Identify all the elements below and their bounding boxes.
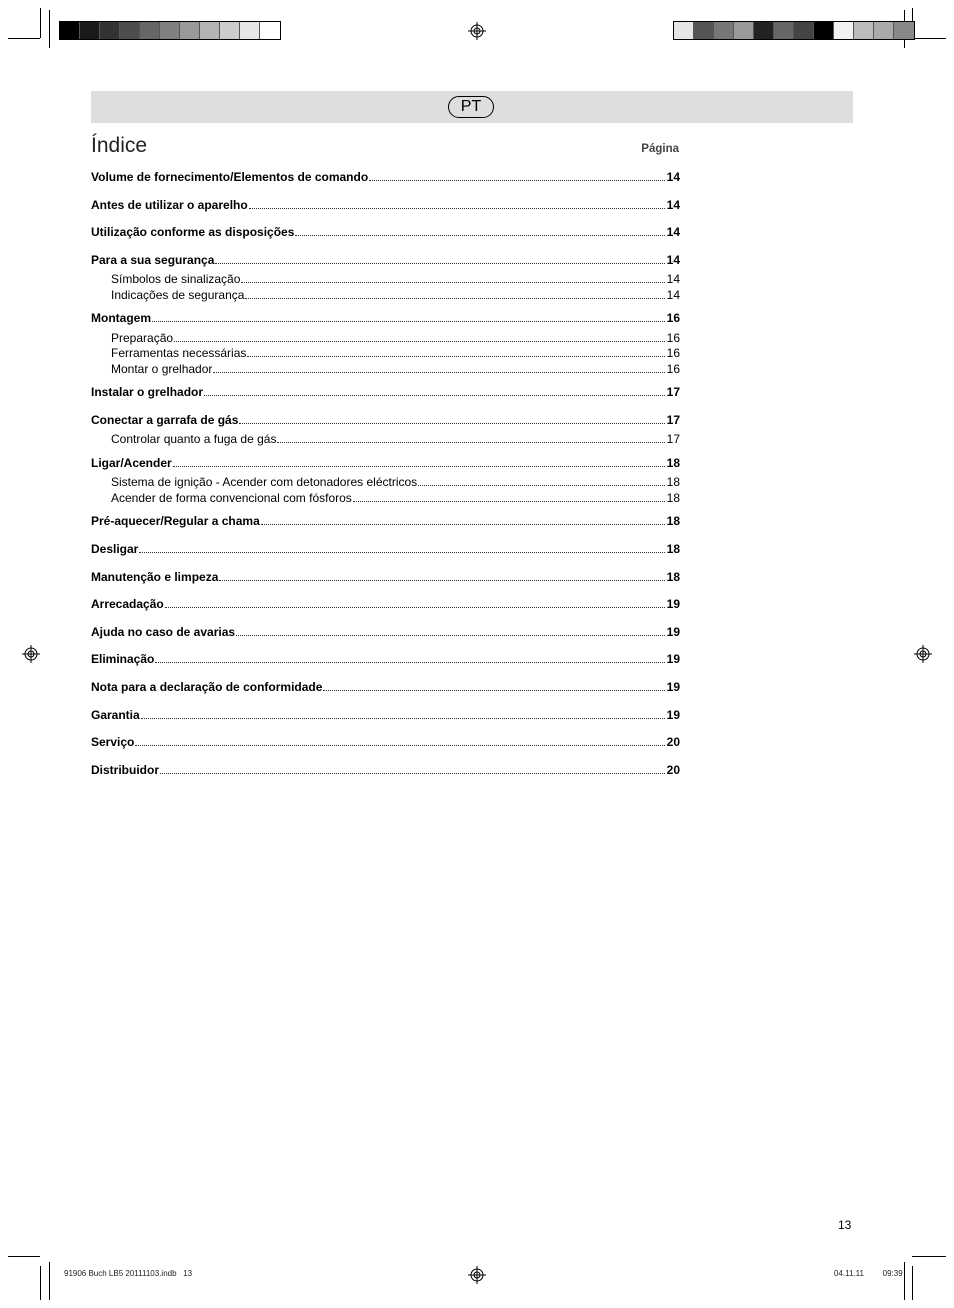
- crop-mark: [40, 1266, 41, 1300]
- toc-entry-label: Preparação: [111, 330, 174, 345]
- dot-leader: [277, 432, 664, 443]
- toc-entry-label: Volume de fornecimento/Elementos de comando: [91, 170, 369, 184]
- toc-entry-page: 17: [666, 412, 680, 427]
- toc-entry: [91, 735, 680, 749]
- toc-entry-label: Eliminação: [91, 652, 155, 667]
- toc-entry: [91, 456, 680, 470]
- toc-entry-label: Utilização conforme as disposições: [91, 225, 295, 240]
- dot-leader: [239, 413, 664, 424]
- color-swatch: [120, 22, 140, 39]
- toc-entry-page: 16: [666, 346, 680, 361]
- dot-leader: [369, 170, 664, 181]
- dot-leader: [215, 253, 664, 264]
- dot-leader: [165, 597, 665, 608]
- toc-entry: [91, 625, 680, 639]
- toc-entry-label: Pré-aquecer/Regular a chama: [91, 514, 260, 529]
- toc-entry: [91, 170, 680, 184]
- toc-subentry: [91, 491, 680, 505]
- color-swatch: [874, 22, 894, 39]
- dot-leader: [241, 272, 664, 283]
- toc-entry-page: 19: [666, 680, 680, 694]
- toc-entry-label: Símbolos de sinalização: [111, 272, 241, 287]
- toc-entry-label: Ferramentas necessárias: [111, 346, 247, 361]
- toc-entry-page: 16: [666, 361, 680, 376]
- toc-entry-page: 19: [666, 597, 680, 612]
- dot-leader: [245, 288, 664, 299]
- dot-leader: [219, 570, 664, 581]
- toc-entry-page: 14: [666, 272, 680, 287]
- color-swatch: [734, 22, 754, 39]
- color-swatch: [714, 22, 734, 39]
- toc-entry-page: 18: [666, 455, 680, 470]
- toc-entry-label: Garantia: [91, 707, 140, 722]
- toc-subentry: [91, 475, 680, 489]
- toc-entry: [91, 225, 680, 239]
- crop-mark: [49, 1262, 50, 1300]
- color-swatch: [694, 22, 714, 39]
- toc-entry-label: Sistema de ignição - Acender com detonadores eléctricos: [111, 475, 418, 490]
- toc-entry-label: Antes de utilizar o aparelho: [91, 197, 248, 212]
- toc-entry: [91, 514, 680, 528]
- toc-subentry: [91, 272, 680, 286]
- registration-mark-icon: [914, 645, 932, 663]
- page-number: 13: [838, 1218, 852, 1232]
- toc-entry-label: Acender de forma convencional com fósforos: [111, 490, 352, 505]
- dot-leader: [353, 491, 665, 502]
- page-title: Índice: [91, 134, 148, 157]
- print-slug-datetime: 04.11.11 09:39: [834, 1269, 903, 1278]
- toc-entry-page: 17: [666, 385, 680, 400]
- toc-entry: [91, 570, 680, 584]
- dot-leader: [139, 542, 664, 553]
- toc-entry: [91, 652, 680, 666]
- color-swatch: [260, 22, 280, 39]
- crop-mark: [912, 1256, 946, 1257]
- dot-leader: [295, 225, 664, 236]
- toc-entry-page: 17: [666, 432, 680, 447]
- color-swatch: [240, 22, 260, 39]
- toc-subentry: [91, 288, 680, 302]
- toc-entry-page: 20: [666, 735, 680, 750]
- toc-entry-label: Desligar: [91, 542, 139, 556]
- toc-entry-page: 19: [666, 652, 680, 667]
- toc-entry-label: Nota para a declaração de conformidade: [91, 680, 323, 694]
- dot-leader: [173, 456, 665, 467]
- crop-mark: [912, 1266, 913, 1300]
- dot-leader: [152, 311, 665, 322]
- color-swatch: [894, 22, 914, 39]
- toc-entry-page: 14: [666, 252, 680, 267]
- color-swatch: [60, 22, 80, 39]
- toc-entry-page: 14: [666, 225, 680, 240]
- toc-entry-page: 18: [666, 542, 680, 556]
- color-bar-right: [673, 21, 915, 40]
- toc-entry: [91, 597, 680, 611]
- dot-leader: [135, 735, 664, 746]
- toc-subentry: [91, 331, 680, 345]
- toc-entry: [91, 680, 680, 694]
- color-swatch: [200, 22, 220, 39]
- color-swatch: [814, 22, 834, 39]
- toc-entry-label: Distribuidor: [91, 762, 159, 777]
- toc-entry-label: Controlar quanto a fuga de gás: [111, 432, 277, 447]
- color-swatch: [140, 22, 160, 39]
- toc-subentry: [91, 432, 680, 446]
- toc-entry: [91, 385, 680, 399]
- registration-mark-icon: [22, 645, 40, 663]
- toc-entry-label: Ajuda no caso de avarias: [91, 624, 236, 639]
- print-slug-file: 91906 Buch LB5 20111103.indb 13: [64, 1269, 193, 1278]
- toc-entry: [91, 542, 680, 556]
- crop-mark: [49, 10, 50, 48]
- toc-entry-label: Montar o grelhador: [111, 361, 213, 376]
- color-swatch: [794, 22, 814, 39]
- dot-leader: [236, 625, 665, 636]
- toc-entry-page: 18: [666, 490, 680, 505]
- toc-entry-page: 18: [666, 514, 680, 529]
- toc-entry-label: Conectar a garrafa de gás: [91, 412, 239, 427]
- color-swatch: [774, 22, 794, 39]
- color-swatch: [160, 22, 180, 39]
- toc-entry-page: 14: [666, 197, 680, 212]
- toc-entry-page: 19: [666, 707, 680, 722]
- toc-entry-label: Para a sua segurança: [91, 252, 215, 267]
- page-column-label: Página: [641, 143, 679, 155]
- toc-entry-page: 20: [666, 762, 680, 777]
- toc-entry-label: Montagem: [91, 311, 151, 326]
- color-swatch: [80, 22, 100, 39]
- crop-mark: [912, 38, 946, 39]
- color-swatch: [674, 22, 694, 39]
- dot-leader: [174, 331, 665, 342]
- color-swatch: [754, 22, 774, 39]
- dot-leader: [213, 362, 664, 373]
- toc-entry-label: Ligar/Acender: [91, 455, 172, 470]
- dot-leader: [160, 763, 665, 774]
- toc-subentry: [91, 362, 680, 376]
- toc-entry: [91, 413, 680, 427]
- crop-mark: [8, 1256, 40, 1257]
- toc-entry: [91, 708, 680, 722]
- crop-mark: [40, 8, 41, 38]
- color-swatch: [854, 22, 874, 39]
- toc-entry: [91, 763, 680, 777]
- color-swatch: [834, 22, 854, 39]
- toc-entry-label: Manutenção e limpeza: [91, 569, 219, 584]
- dot-leader: [418, 475, 664, 486]
- toc-entry-label: Indicações de segurança: [111, 287, 245, 302]
- dot-leader: [249, 198, 665, 209]
- toc-entry-page: 14: [666, 170, 680, 184]
- toc-entry-page: 19: [666, 624, 680, 639]
- toc-entry-page: 16: [666, 311, 680, 326]
- dot-leader: [141, 708, 665, 719]
- toc-entry-label: Instalar o grelhador: [91, 385, 204, 400]
- crop-mark: [8, 38, 40, 39]
- toc-entry: [91, 253, 680, 267]
- dot-leader: [247, 346, 664, 357]
- toc-entry: [91, 198, 680, 212]
- toc-entry-page: 14: [666, 287, 680, 302]
- toc-subentry: [91, 346, 680, 360]
- color-swatch: [180, 22, 200, 39]
- dot-leader: [261, 514, 665, 525]
- registration-mark-icon: [468, 1266, 486, 1284]
- registration-mark-icon: [468, 22, 486, 40]
- color-bar-left: [59, 21, 281, 40]
- toc-entry-label: Arrecadação: [91, 597, 164, 612]
- crop-mark: [904, 1262, 905, 1300]
- dot-leader: [155, 652, 664, 663]
- toc-entry-label: Serviço: [91, 735, 135, 750]
- dot-leader: [204, 385, 665, 396]
- toc-entry: [91, 311, 680, 325]
- language-badge: PT: [448, 96, 494, 118]
- toc-entry-page: 18: [666, 569, 680, 584]
- toc-entry-page: 16: [666, 330, 680, 345]
- color-swatch: [100, 22, 120, 39]
- dot-leader: [323, 680, 664, 691]
- toc-entry-page: 18: [666, 475, 680, 490]
- color-swatch: [220, 22, 240, 39]
